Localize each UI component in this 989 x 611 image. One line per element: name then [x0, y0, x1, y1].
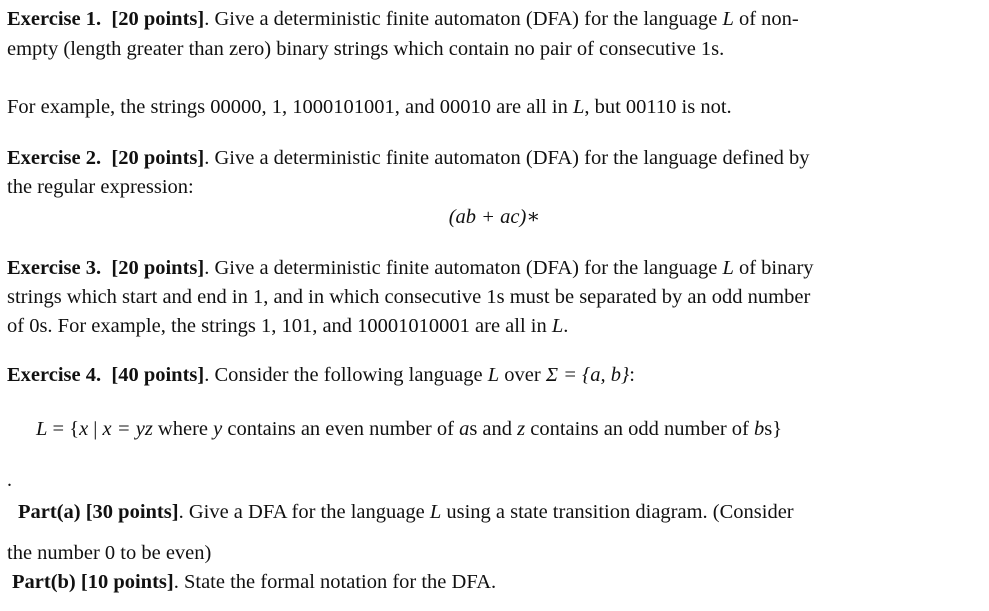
part-a-line-1: Part(a) [30 points]. Give a DFA for the language L using a state transition diagram. (Consider — [18, 501, 794, 523]
exercise-4-points: [40 points] — [111, 364, 205, 386]
bullet-dot: . — [7, 469, 12, 491]
exercise-3-heading: Exercise 3. — [7, 257, 102, 279]
exercise-3-line-3: of 0s. For example, the strings 1, 101, and 10001010001 are all in L. — [7, 315, 569, 337]
sigma-alphabet: Σ = {a, b} — [545, 364, 630, 386]
exercise-4-line-1: Exercise 4. [40 points]. Consider the following language L over Σ = {a, b}: — [7, 364, 635, 386]
exercise-1-example: For example, the strings 00000, 1, 1000101001, and 00010 are all in L, but 00110 is not. — [7, 96, 732, 118]
exercise-1-line-2: empty (length greater than zero) binary strings which contain no pair of consecutive 1s. — [7, 38, 725, 60]
exercise-1-line-1: Exercise 1. [20 points]. Give a deterministic finite automaton (DFA) for the language L of non- — [7, 8, 799, 30]
exercise-4-heading: Exercise 4. — [7, 364, 102, 386]
part-a-heading: Part(a) [30 points] — [18, 501, 179, 523]
exercise-3-line-2: strings which start and end in 1, and in which consecutive 1s must be separated by an odd number — [7, 286, 811, 308]
part-a-line-2: the number 0 to be even) — [7, 542, 212, 564]
exercise-2-points: [20 points] — [111, 147, 205, 169]
exercise-2-heading: Exercise 2. — [7, 147, 102, 169]
part-b-heading: Part(b) [10 points] — [12, 571, 174, 593]
exercise-2-line-1: Exercise 2. [20 points]. Give a deterministic finite automaton (DFA) for the language defined by — [7, 147, 810, 169]
part-b-line: Part(b) [10 points]. State the formal notation for the DFA. — [12, 571, 497, 593]
exercise-3-points: [20 points] — [111, 257, 205, 279]
exercise-2-regex: (ab + ac)∗ — [448, 206, 541, 228]
exercise-1-points: [20 points] — [111, 8, 205, 30]
exercise-1-heading: Exercise 1. — [7, 8, 102, 30]
language-definition: L = {x | x = yz where y contains an even number of as and z contains an odd number of bs} — [36, 418, 783, 440]
exercise-3-line-1: Exercise 3. [20 points]. Give a deterministic finite automaton (DFA) for the language L of binary — [7, 257, 814, 279]
exercise-2-line-2: the regular expression: — [7, 176, 194, 198]
